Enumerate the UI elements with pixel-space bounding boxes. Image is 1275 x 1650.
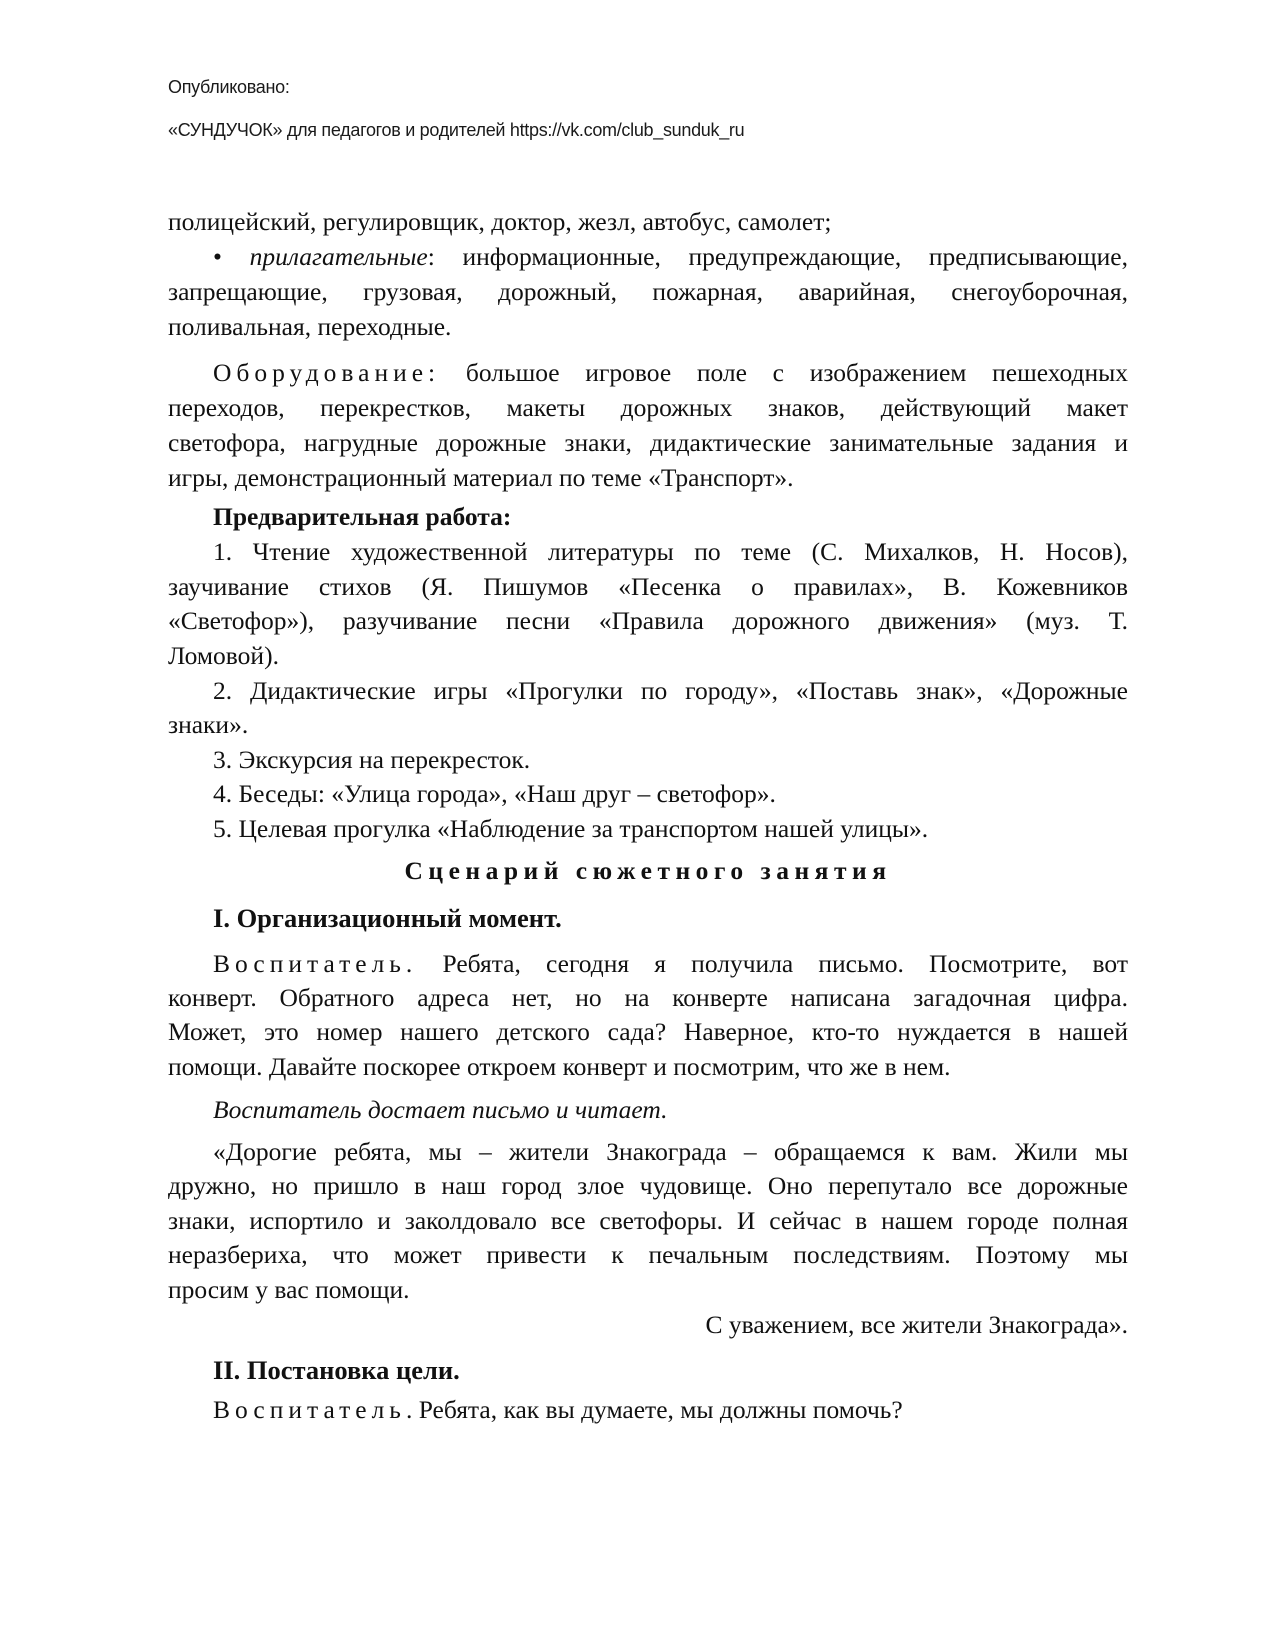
published-label: Опубликовано: <box>168 77 290 97</box>
scenario-title: Сценарий сюжетного занятия <box>404 856 892 885</box>
list-item-line: 2. Дидактические игры «Прогулки по городу», «Поставь знак», «Дорожные <box>213 676 1128 705</box>
adjectives-label: прилагательные <box>249 242 428 271</box>
list-item-line: 3. Экскурсия на перекресток. <box>213 745 531 774</box>
text-line: поливальная, переходные. <box>168 312 452 341</box>
text-line: полицейский, регулировщик, доктор, жезл, автобус, самолет; <box>168 207 832 236</box>
list-item-line: «Светофор»), разучивание песни «Правила дорожного движения» (муз. Т. <box>168 606 1128 635</box>
letter-line: «Дорогие ребята, мы – жители Знакограда – обращаемся к вам. Жили мы <box>213 1137 1128 1166</box>
list-item-line: заучивание стихов (Я. Пишумов «Песенка о правилах», В. Кожевников <box>168 572 1128 601</box>
prep-heading: Предварительная работа: <box>213 502 512 531</box>
text-line: игры, демонстрационный материал по теме «Транспорт». <box>168 463 794 492</box>
text-line <box>213 356 1128 390</box>
list-item-line: 5. Целевая прогулка «Наблюдение за транспортом нашей улицы». <box>213 814 929 843</box>
letter-line: неразбериха, что может привести к печальным последствиям. Поэтому мы <box>168 1240 1128 1269</box>
equipment-label: Оборудование: <box>213 358 441 387</box>
text-line: запрещающие, грузовая, дорожный, пожарная, аварийная, снегоуборочная, <box>168 277 1128 306</box>
bullet-icon: • <box>213 242 222 271</box>
letter-line: знаки, испортило и заколдовало все светофоры. И сейчас в нашем городе полная <box>168 1206 1128 1235</box>
section-heading: II. Постановка цели. <box>213 1355 460 1385</box>
text-line: помощи. Давайте поскорее откроем конверт и посмотрим, что же в нем. <box>168 1052 951 1081</box>
letter-line: просим у вас помощи. <box>168 1275 410 1304</box>
stage-direction: Воспитатель достает письмо и читает. <box>213 1095 668 1124</box>
text-line: конверт. Обратного адреса нет, но на конверте написана загадочная цифра. <box>168 983 1128 1012</box>
list-item-line: 4. Беседы: «Улица города», «Наш друг – светофор». <box>213 779 776 808</box>
text-line <box>213 947 1128 981</box>
text-span: большое игровое поле с изображением пешеходных <box>440 358 1128 387</box>
text-line: светофора, нагрудные дорожные знаки, дидактические занимательные задания и <box>168 428 1128 457</box>
text-span: : информационные, предупреждающие, предписывающие, <box>427 242 1128 271</box>
letter-signature: С уважением, все жители Знакограда». <box>705 1310 1128 1339</box>
bullet-line <box>213 240 1128 274</box>
letter-line: дружно, но пришло в наш город злое чудовище. Оно перепутало все дорожные <box>168 1171 1128 1200</box>
text-span: Ребята, сегодня я получила письмо. Посмотрите, вот <box>417 949 1128 978</box>
speaker-label: Воспитатель <box>213 1395 406 1424</box>
source-line: «СУНДУЧОК» для педагогов и родителей https://vk.com/club_sunduk_ru <box>168 120 745 140</box>
text-line: переходов, перекрестков, макеты дорожных знаков, действующий макет <box>168 393 1128 422</box>
speaker-label: Воспитатель. <box>213 949 418 978</box>
text-span: . Ребята, как вы думаете, мы должны помочь? <box>405 1395 903 1424</box>
text-line: Может, это номер нашего детского сада? Наверное, кто-то нуждается в нашей <box>168 1017 1128 1046</box>
text-line <box>213 1393 1128 1427</box>
list-item-line: Ломовой). <box>168 641 279 670</box>
list-item-line: 1. Чтение художественной литературы по теме (С. Михалков, Н. Носов), <box>213 537 1128 566</box>
section-heading: I. Организационный момент. <box>213 903 562 933</box>
list-item-line: знаки». <box>168 710 249 739</box>
